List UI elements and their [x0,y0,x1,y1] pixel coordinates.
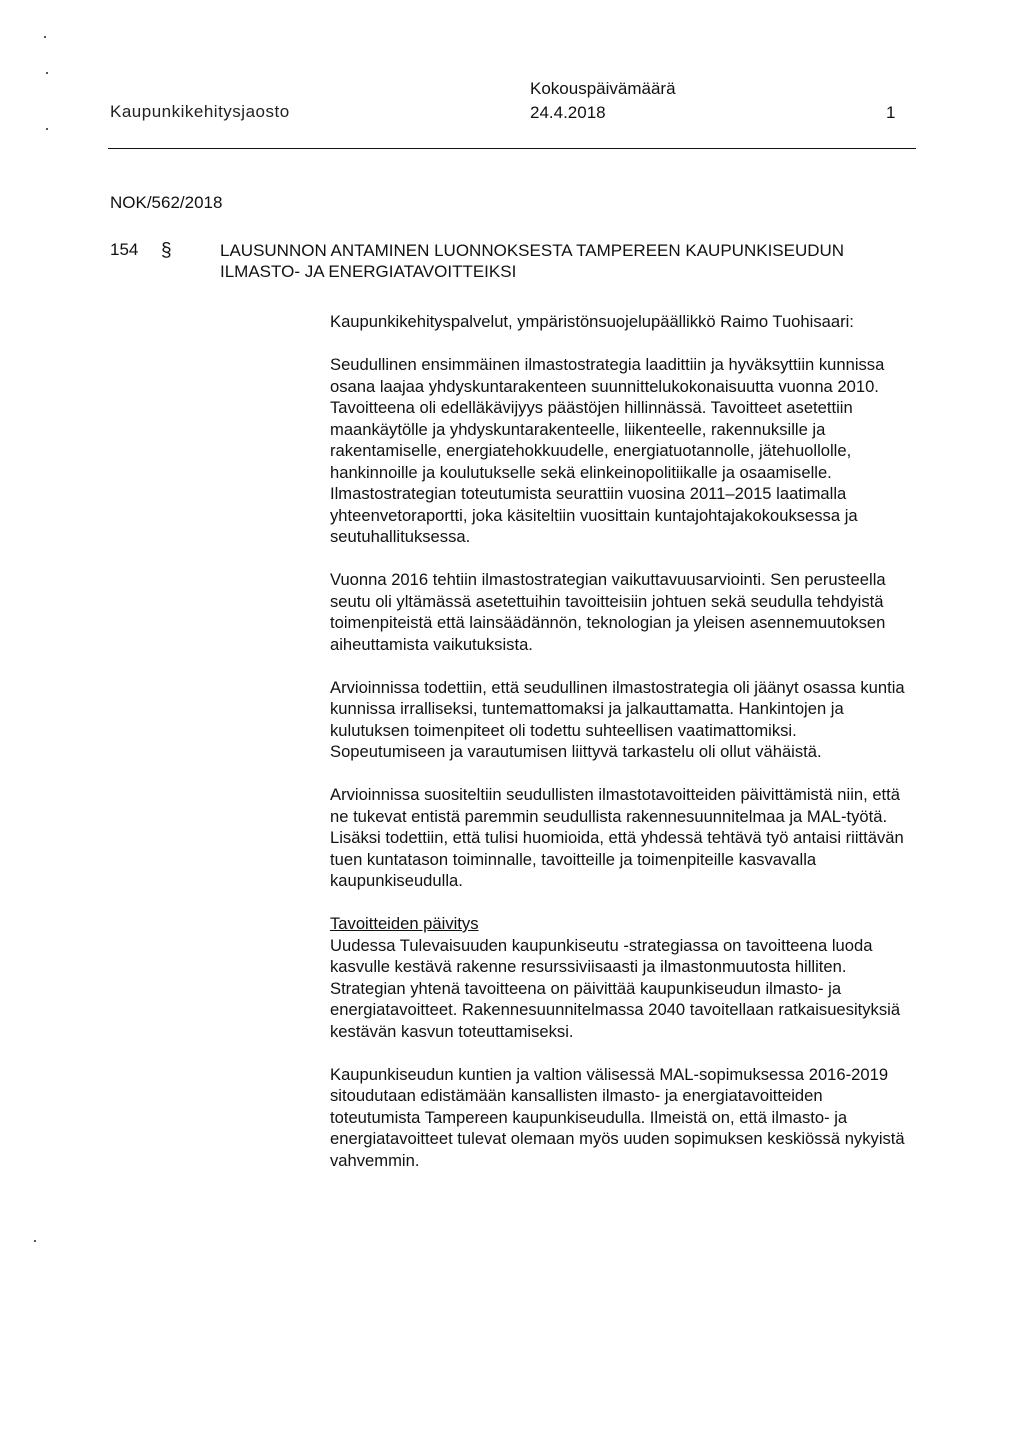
scan-speck [34,1240,36,1242]
meeting-date-label: Kokouspäivämäärä [530,79,676,98]
paragraph-3: Arvioinnissa todettiin, että seudullinen ilmastostrategia oli jäänyt osassa kuntia kunnissa irralliseksi, tuntemattomaksi ja jalkauttamatta. Hankintojen ja kulutuksen toimenpiteet oli todettu suhteellisen vaatimattomiksi. Sopeutumiseen ja varautumisen liittyvä tarkastelu oli ollut vähäistä. [330,677,905,761]
paragraph-6: Kaupunkiseudun kuntien ja valtion välisessä MAL-sopimuksessa 2016-2019 sitoudutaan edistämään kansallisten ilmasto- ja energiatavoitteiden toteutumista Tampereen kaupunkiseudulla. Ilmeistä on, että ilmasto- ja energiatavoitteet tulevat olemaan myös uuden sopimuksen keskiössä nykyistä vahvemmin. [330,1064,905,1170]
paragraph-2: Vuonna 2016 tehtiin ilmastostrategian vaikuttavuusarviointi. Sen perusteella seutu oli yltämässä asetettuihin tavoitteisiin johtuen sekä seudulla tehdyistä toimenpiteistä että lainsäädännön, teknologian ja yleisen asennemuutoksen aiheuttamista vaikutuksista. [330,570,886,654]
diary-number: NOK/562/2018 [110,193,223,212]
header-divider [108,148,916,149]
subsection-block [330,913,916,1042]
section-number: 154 [110,240,139,259]
meeting-date: 24.4.2018 [530,103,606,122]
scan-speck [46,72,48,74]
scan-speck [46,128,48,130]
paragraph-1: Seudullinen ensimmäinen ilmastostrategia laadittiin ja hyväksyttiin kunnissa osana laajaa yhdyskuntarakenteen suunnittelukokonaisuutta vuonna 2010. Tavoitteena oli edelläkävijyys päästöjen hillinnässä. Tavoitteet asetettiin maankäytölle ja yhdyskuntarakenteelle, liikenteelle, rakennuksille ja rakentamiselle, energiatehokkuudelle, energiatuotannolle, jätehuollolle, hankinnoille ja koulutukselle sekä elinkeinopolitiikalle ja osaamiselle. Ilmastostrategian toteutumista seurattiin vuosina 2011–2015 laatimalla yhteenvetoraportti, joka käsiteltiin vuosittain kuntajohtajakokouksessa ja seutuhallituksessa. [330,355,885,546]
presenter-line: Kaupunkikehityspalvelut, ympäristönsuojelupäällikkö Raimo Tuohisaari: [330,312,854,331]
paragraph-5: Uudessa Tulevaisuuden kaupunkiseutu -strategiassa on tavoitteena luoda kasvulle kestävä rakenne resurssiviisaasti ja ilmastonmuutosta hilliten. Strategian yhtenä tavoitteena on päivittää kaupunkiseudun ilmasto- ja energiatavoitteet. Rakennesuunnitelmassa 2040 tavoitellaan ratkaisuesityksiä kestävän kasvun toteuttamiseksi. [330,935,901,1041]
document-body [330,311,916,1193]
page-number: 1 [886,103,896,122]
committee-name: Kaupunkikehitysjaosto [110,102,290,121]
scan-speck [44,36,46,38]
section-sign: § [161,240,172,261]
document-title: LAUSUNNON ANTAMINEN LUONNOKSESTA TAMPEREEN KAUPUNKISEUDUN ILMASTO- JA ENERGIATAVOITTEIKSI [220,241,845,281]
paragraph-4: Arvioinnissa suositeltiin seudullisten ilmastotavoitteiden päivittämistä niin, että ne tukevat entistä paremmin seudullista rakennesuunnitelmaa ja MAL-työtä. Lisäksi todettiin, että tulisi huomioida, että yhdessä tehtävä työ antaisi riittävän tuen kuntatason toiminnalle, tavoitteille ja toimenpiteille kasvavalla kaupunkiseudulla. [330,785,904,890]
subheading: Tavoitteiden päivitys [330,914,479,933]
